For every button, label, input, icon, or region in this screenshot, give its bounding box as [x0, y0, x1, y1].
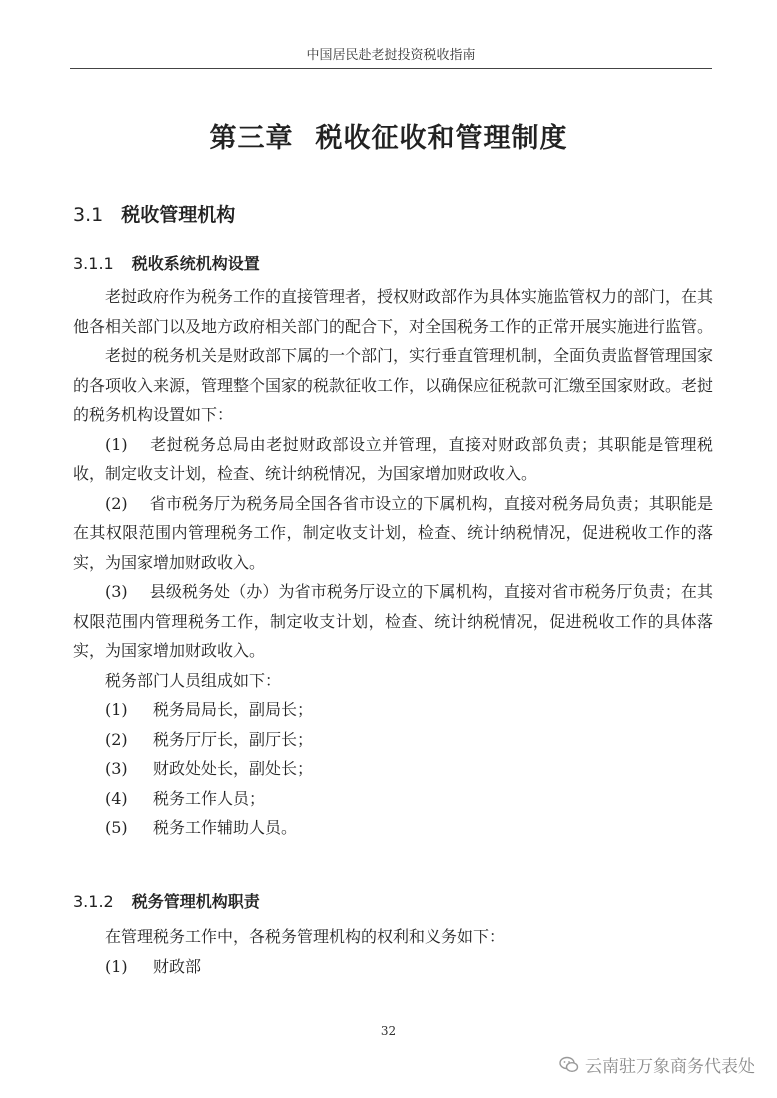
- staff-item: [73, 695, 713, 725]
- body-block-1: [73, 282, 713, 843]
- list-marker: (3): [105, 759, 128, 778]
- staff-item-text: 税务厅厅长，副厅长；: [153, 729, 314, 749]
- list-marker: (1): [105, 956, 128, 976]
- wechat-icon: [559, 1055, 579, 1075]
- subsection-number: 3.1.2: [73, 892, 114, 911]
- structure-item: [73, 577, 713, 666]
- paragraph: 老挝政府作为税务工作的直接管理者，授权财政部作为具体实施监管权力的部门，在其他各相关部门以及地方政府相关部门的配合下，对全国税务工作的正常开展实施进行监管。: [73, 287, 714, 336]
- page-number: 32: [380, 1024, 397, 1038]
- chapter-number: 第三章: [209, 123, 294, 154]
- list-marker: (2): [105, 493, 128, 513]
- duties-item-text: 财政部: [153, 956, 202, 976]
- body-block-2: [73, 922, 713, 981]
- subsection-heading-2: [73, 889, 260, 912]
- staff-item: [73, 725, 713, 755]
- structure-item: [73, 430, 713, 489]
- subsection-title: 税收系统机构设置: [131, 254, 260, 273]
- list-marker: (5): [105, 818, 128, 837]
- structure-item: [73, 489, 713, 578]
- chapter-title: [0, 116, 777, 155]
- section-number: 3.1: [73, 204, 104, 226]
- section-heading: [73, 200, 235, 227]
- staff-item: [73, 813, 713, 843]
- staff-item-text: 税务局局长，副局长；: [153, 700, 314, 719]
- staff-item: [73, 784, 713, 814]
- duties-intro: 在管理税务工作中，各税务管理机构的权利和义务如下：: [105, 927, 506, 946]
- staff-item-text: 税务工作辅助人员。: [153, 818, 298, 837]
- staff-intro: 税务部门人员组成如下：: [105, 670, 282, 690]
- list-marker: (1): [105, 700, 128, 719]
- structure-item-text: 县级税务处（办）为省市税务厅设立的下属机构，直接对省市税务厅负责；在其权限范围内管理税务工作，制定收支计划，检查、统计纳税情况，促进税收工作的具体落实，为国家增加财政收入。: [73, 582, 713, 660]
- chapter-name: 税收征收和管理制度: [315, 123, 568, 154]
- list-marker: (2): [105, 729, 128, 749]
- duties-item: [73, 952, 713, 982]
- structure-item-text: 老挝税务总局由老挝财政部设立并管理，直接对财政部负责；其职能是管理税收，制定收支计划，检查、统计纳税情况，为国家增加财政收入。: [73, 434, 713, 483]
- staff-item: [73, 754, 713, 784]
- watermark: [559, 1052, 755, 1077]
- subsection-title: 税务管理机构职责: [131, 892, 260, 911]
- watermark-text: 云南驻万象商务代表处: [585, 1057, 755, 1077]
- staff-item-text: 税务工作人员；: [153, 788, 266, 808]
- list-marker: (3): [105, 582, 128, 601]
- paragraph: 老挝的税务机关是财政部下属的一个部门，实行垂直管理机制，全面负责监督管理国家的各项收入来源，管理整个国家的税款征收工作，以确保应征税款可汇缴至国家财政。老挝的税务机构设置如下：: [73, 346, 714, 424]
- list-marker: (1): [105, 434, 128, 454]
- staff-item-text: 财政处处长，副处长；: [153, 759, 314, 778]
- subsection-number: 3.1.1: [73, 254, 114, 273]
- structure-item-text: 省市税务厅为税务局全国各省市设立的下属机构，直接对税务局负责；其职能是在其权限范围内管理税务工作，制定收支计划，检查、统计纳税情况，促进税收工作的落实，为国家增加财政收入。: [73, 493, 713, 572]
- section-title: 税收管理机构: [121, 204, 236, 226]
- subsection-heading-1: [73, 251, 260, 274]
- list-marker: (4): [105, 788, 128, 808]
- running-header: 中国居民赴老挝投资税收指南: [70, 44, 712, 69]
